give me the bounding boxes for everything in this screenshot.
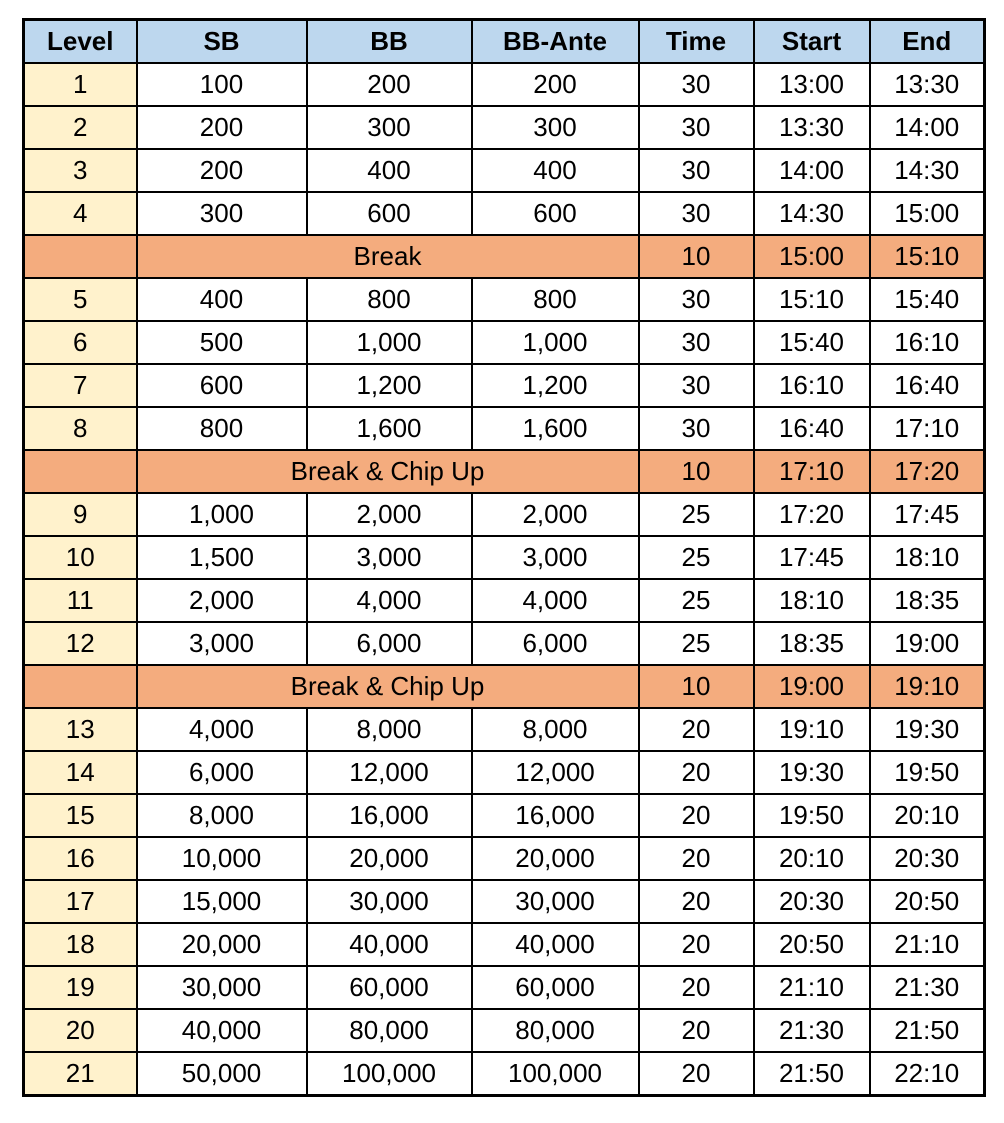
level-row [24, 751, 985, 794]
cell-time: 30 [639, 63, 754, 106]
cell-bb: 4,000 [307, 579, 472, 622]
cell-start: 21:10 [754, 966, 870, 1009]
cell-level: 17 [24, 880, 137, 923]
cell-break-label: Break [137, 235, 639, 278]
cell-sb: 30,000 [137, 966, 307, 1009]
cell-start: 16:40 [754, 407, 870, 450]
cell-level: 11 [24, 579, 137, 622]
cell-level: 19 [24, 966, 137, 1009]
cell-break-end: 15:10 [870, 235, 985, 278]
level-row [24, 493, 985, 536]
column-header-start: Start [754, 20, 870, 64]
cell-bb: 2,000 [307, 493, 472, 536]
cell-level: 6 [24, 321, 137, 364]
cell-break-level-empty [24, 235, 137, 278]
level-row [24, 579, 985, 622]
cell-start: 21:50 [754, 1052, 870, 1096]
cell-bb_ante: 100,000 [472, 1052, 639, 1096]
cell-level: 5 [24, 278, 137, 321]
column-header-sb: SB [137, 20, 307, 64]
cell-end: 20:30 [870, 837, 985, 880]
level-row [24, 192, 985, 235]
level-row [24, 923, 985, 966]
level-row [24, 837, 985, 880]
table-header [24, 20, 985, 64]
cell-bb_ante: 1,600 [472, 407, 639, 450]
level-row [24, 364, 985, 407]
cell-sb: 50,000 [137, 1052, 307, 1096]
column-header-end: End [870, 20, 985, 64]
cell-level: 4 [24, 192, 137, 235]
cell-end: 20:10 [870, 794, 985, 837]
cell-end: 18:10 [870, 536, 985, 579]
level-row [24, 622, 985, 665]
cell-sb: 1,000 [137, 493, 307, 536]
cell-start: 14:00 [754, 149, 870, 192]
cell-end: 14:30 [870, 149, 985, 192]
cell-start: 20:10 [754, 837, 870, 880]
cell-end: 19:00 [870, 622, 985, 665]
cell-time: 20 [639, 966, 754, 1009]
cell-time: 20 [639, 1052, 754, 1096]
level-row [24, 278, 985, 321]
cell-start: 20:50 [754, 923, 870, 966]
cell-sb: 500 [137, 321, 307, 364]
cell-end: 21:30 [870, 966, 985, 1009]
cell-bb: 80,000 [307, 1009, 472, 1052]
cell-time: 20 [639, 923, 754, 966]
cell-bb: 1,200 [307, 364, 472, 407]
cell-bb: 1,600 [307, 407, 472, 450]
cell-end: 16:10 [870, 321, 985, 364]
level-row [24, 1052, 985, 1096]
cell-start: 18:35 [754, 622, 870, 665]
cell-start: 18:10 [754, 579, 870, 622]
cell-level: 14 [24, 751, 137, 794]
cell-sb: 4,000 [137, 708, 307, 751]
cell-sb: 15,000 [137, 880, 307, 923]
cell-bb_ante: 1,200 [472, 364, 639, 407]
cell-time: 30 [639, 407, 754, 450]
cell-bb_ante: 600 [472, 192, 639, 235]
cell-bb_ante: 20,000 [472, 837, 639, 880]
cell-sb: 600 [137, 364, 307, 407]
cell-end: 19:30 [870, 708, 985, 751]
cell-end: 21:10 [870, 923, 985, 966]
cell-bb_ante: 6,000 [472, 622, 639, 665]
cell-end: 17:45 [870, 493, 985, 536]
cell-start: 14:30 [754, 192, 870, 235]
cell-level: 21 [24, 1052, 137, 1096]
cell-time: 20 [639, 837, 754, 880]
break-row [24, 450, 985, 493]
cell-sb: 200 [137, 149, 307, 192]
cell-start: 15:40 [754, 321, 870, 364]
cell-sb: 1,500 [137, 536, 307, 579]
cell-sb: 40,000 [137, 1009, 307, 1052]
cell-bb: 1,000 [307, 321, 472, 364]
level-row [24, 106, 985, 149]
cell-level: 1 [24, 63, 137, 106]
cell-bb: 16,000 [307, 794, 472, 837]
break-row [24, 665, 985, 708]
cell-start: 19:50 [754, 794, 870, 837]
cell-bb: 30,000 [307, 880, 472, 923]
cell-level: 10 [24, 536, 137, 579]
cell-bb_ante: 1,000 [472, 321, 639, 364]
cell-bb: 12,000 [307, 751, 472, 794]
cell-level: 8 [24, 407, 137, 450]
cell-level: 13 [24, 708, 137, 751]
cell-sb: 300 [137, 192, 307, 235]
level-row [24, 536, 985, 579]
cell-time: 30 [639, 278, 754, 321]
cell-bb_ante: 16,000 [472, 794, 639, 837]
cell-start: 16:10 [754, 364, 870, 407]
cell-bb_ante: 80,000 [472, 1009, 639, 1052]
cell-level: 2 [24, 106, 137, 149]
blind-structure-page [22, 18, 986, 1097]
cell-bb_ante: 400 [472, 149, 639, 192]
cell-level: 9 [24, 493, 137, 536]
cell-time: 25 [639, 536, 754, 579]
break-row [24, 235, 985, 278]
level-row [24, 1009, 985, 1052]
cell-bb: 400 [307, 149, 472, 192]
cell-bb: 300 [307, 106, 472, 149]
cell-bb_ante: 2,000 [472, 493, 639, 536]
cell-break-start: 19:00 [754, 665, 870, 708]
level-row [24, 794, 985, 837]
cell-start: 20:30 [754, 880, 870, 923]
cell-level: 18 [24, 923, 137, 966]
cell-time: 20 [639, 1009, 754, 1052]
cell-bb: 3,000 [307, 536, 472, 579]
table-body [24, 63, 985, 1096]
cell-bb_ante: 30,000 [472, 880, 639, 923]
cell-level: 15 [24, 794, 137, 837]
level-row [24, 880, 985, 923]
cell-start: 19:30 [754, 751, 870, 794]
cell-time: 30 [639, 192, 754, 235]
cell-break-end: 19:10 [870, 665, 985, 708]
cell-end: 17:10 [870, 407, 985, 450]
cell-time: 25 [639, 622, 754, 665]
cell-bb_ante: 300 [472, 106, 639, 149]
cell-level: 16 [24, 837, 137, 880]
cell-end: 20:50 [870, 880, 985, 923]
cell-bb: 8,000 [307, 708, 472, 751]
cell-level: 7 [24, 364, 137, 407]
cell-bb: 60,000 [307, 966, 472, 1009]
cell-break-time: 10 [639, 450, 754, 493]
cell-sb: 200 [137, 106, 307, 149]
level-row [24, 407, 985, 450]
level-row [24, 149, 985, 192]
level-row [24, 63, 985, 106]
cell-bb_ante: 200 [472, 63, 639, 106]
cell-sb: 6,000 [137, 751, 307, 794]
cell-bb_ante: 4,000 [472, 579, 639, 622]
cell-start: 13:00 [754, 63, 870, 106]
cell-end: 15:00 [870, 192, 985, 235]
cell-sb: 400 [137, 278, 307, 321]
cell-time: 20 [639, 751, 754, 794]
cell-break-level-empty [24, 450, 137, 493]
cell-start: 17:20 [754, 493, 870, 536]
cell-sb: 10,000 [137, 837, 307, 880]
cell-start: 19:10 [754, 708, 870, 751]
cell-sb: 800 [137, 407, 307, 450]
cell-end: 19:50 [870, 751, 985, 794]
cell-bb_ante: 800 [472, 278, 639, 321]
cell-break-start: 15:00 [754, 235, 870, 278]
cell-bb_ante: 60,000 [472, 966, 639, 1009]
cell-bb_ante: 8,000 [472, 708, 639, 751]
cell-level: 20 [24, 1009, 137, 1052]
level-row [24, 708, 985, 751]
cell-bb: 200 [307, 63, 472, 106]
cell-break-time: 10 [639, 235, 754, 278]
cell-break-end: 17:20 [870, 450, 985, 493]
cell-time: 30 [639, 106, 754, 149]
cell-start: 15:10 [754, 278, 870, 321]
cell-end: 16:40 [870, 364, 985, 407]
cell-time: 30 [639, 364, 754, 407]
column-header-bb_ante: BB-Ante [472, 20, 639, 64]
cell-sb: 8,000 [137, 794, 307, 837]
cell-time: 30 [639, 149, 754, 192]
cell-bb: 100,000 [307, 1052, 472, 1096]
cell-time: 20 [639, 880, 754, 923]
cell-break-level-empty [24, 665, 137, 708]
cell-sb: 20,000 [137, 923, 307, 966]
cell-time: 30 [639, 321, 754, 364]
cell-level: 12 [24, 622, 137, 665]
column-header-bb: BB [307, 20, 472, 64]
cell-end: 18:35 [870, 579, 985, 622]
cell-sb: 3,000 [137, 622, 307, 665]
level-row [24, 321, 985, 364]
cell-time: 20 [639, 708, 754, 751]
cell-end: 21:50 [870, 1009, 985, 1052]
cell-time: 25 [639, 579, 754, 622]
blind-structure-table [22, 18, 986, 1097]
column-header-time: Time [639, 20, 754, 64]
cell-sb: 2,000 [137, 579, 307, 622]
cell-bb: 40,000 [307, 923, 472, 966]
cell-bb: 800 [307, 278, 472, 321]
cell-break-start: 17:10 [754, 450, 870, 493]
cell-break-time: 10 [639, 665, 754, 708]
cell-sb: 100 [137, 63, 307, 106]
cell-bb_ante: 12,000 [472, 751, 639, 794]
cell-bb: 20,000 [307, 837, 472, 880]
cell-start: 17:45 [754, 536, 870, 579]
cell-bb_ante: 3,000 [472, 536, 639, 579]
cell-bb: 600 [307, 192, 472, 235]
cell-break-label: Break & Chip Up [137, 665, 639, 708]
cell-bb: 6,000 [307, 622, 472, 665]
cell-level: 3 [24, 149, 137, 192]
cell-end: 22:10 [870, 1052, 985, 1096]
cell-time: 25 [639, 493, 754, 536]
header-row [24, 20, 985, 64]
cell-bb_ante: 40,000 [472, 923, 639, 966]
cell-break-label: Break & Chip Up [137, 450, 639, 493]
cell-end: 14:00 [870, 106, 985, 149]
level-row [24, 966, 985, 1009]
cell-end: 15:40 [870, 278, 985, 321]
cell-start: 21:30 [754, 1009, 870, 1052]
cell-start: 13:30 [754, 106, 870, 149]
cell-end: 13:30 [870, 63, 985, 106]
cell-time: 20 [639, 794, 754, 837]
column-header-level: Level [24, 20, 137, 64]
